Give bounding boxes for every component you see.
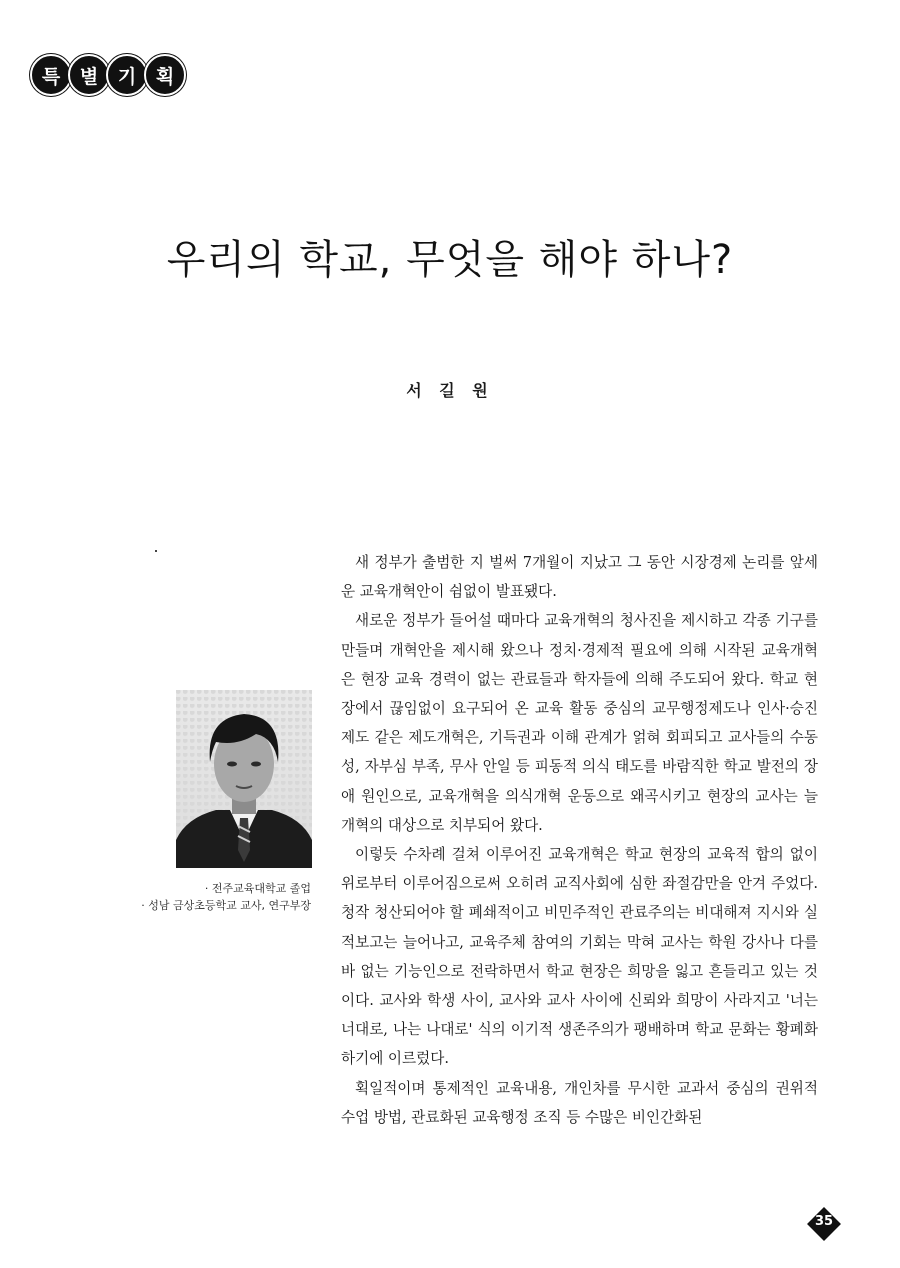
page-number-badge: [808, 1208, 840, 1240]
badge-char-3: 기: [106, 54, 148, 96]
badge-char-4: 획: [144, 54, 186, 96]
badge-char-1: 특: [30, 54, 72, 96]
body-paragraph: 이렇듯 수차례 걸쳐 이루어진 교육개혁은 학교 현장의 교육적 합의 없이 위로부터 이루어짐으로써 오히려 교직사회에 심한 좌절감만을 안겨 주었다. 청작 청산되어야 할 폐쇄적이고 비민주적인 관료주의는 비대해져 지시와 실적보고는 늘어나고, 교육주체 참여의 기회는 막혀 교사는 학원 강사나 다를 바 없는 기능인으로 전락하면서 학교 현장은 희망을 잃고 흔들리고 있는 것이다. 교사와 학생 사이, 교사와 교사 사이에 신뢰와 희망이 사라지고 '너는 너대로, 나는 나대로' 식의 이기적 생존주의가 팽배하며 학교 문화는 황폐화하기에 이르렀다.: [341, 846, 818, 1068]
article-body: [341, 548, 818, 1132]
article-title: 우리의 학교, 무엇을 해야 하나?: [166, 237, 734, 283]
author-photo: [176, 690, 312, 868]
bio-line-education: · 전주교육대학교 졸업: [204, 882, 311, 895]
body-paragraph: 새로운 정부가 들어설 때마다 교육개혁의 청사진을 제시하고 각종 기구를 만들며 개혁안을 제시해 왔으나 정치·경제적 필요에 의해 시작된 교육개혁은 현장 교육 경력이 없는 관료들과 학자들에 의해 주도되어 왔다. 학교 현장에서 끊임없이 요구되어 온 교육 활동 중심의 교무행정제도나 인사·승진제도 같은 제도개혁은, 기득권과 이해 관계가 얽혀 회피되고 교사들의 수동성, 자부심 부족, 무사 안일 등 피동적 의식 태도를 바람직한 학교 발전의 장애 원인으로, 교육개혁을 의식개혁 운동으로 왜곡시키고 현장의 교사는 늘 개혁의 대상으로 치부되어 왔다.: [341, 612, 818, 834]
author-name: 서 길 원: [406, 381, 494, 400]
badge-char-2: 별: [68, 54, 110, 96]
page-number: 35: [814, 1214, 834, 1229]
author-bio: [96, 880, 311, 914]
print-speck: [155, 550, 157, 552]
body-paragraph: 획일적이며 통제적인 교육내용, 개인차를 무시한 교과서 중심의 권위적 수업 방법, 관료화된 교육행정 조직 등 수많은 비인간화된: [341, 1079, 818, 1126]
body-paragraph: 새 정부가 출범한 지 벌써 7개월이 지났고 그 동안 시장경제 논리를 앞세운 교육개혁안이 쉼없이 발표됐다.: [341, 554, 818, 601]
bio-line-position: · 성남 금상초등학교 교사, 연구부장: [141, 899, 311, 912]
special-feature-badge: [30, 54, 182, 96]
